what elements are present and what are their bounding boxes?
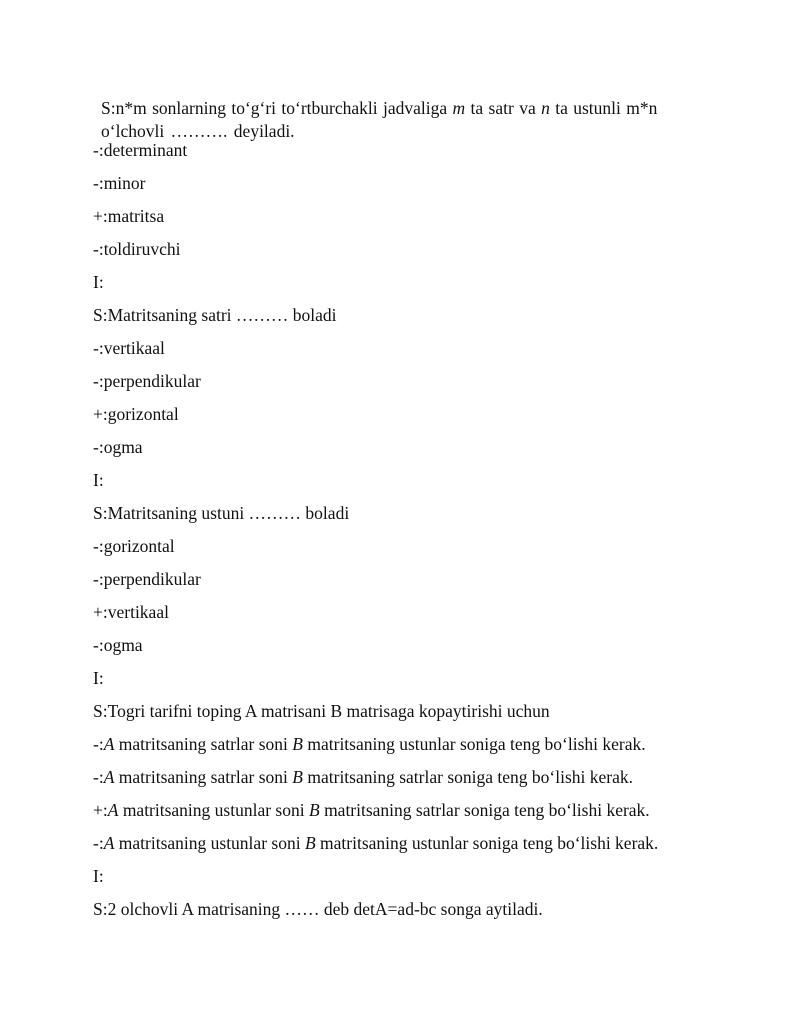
- question-1-option-2: -:minor: [93, 173, 146, 193]
- question-4-option-1: -:A matritsaning satrlar soni B matritsaning ustunlar soniga teng bo‘lishi kerak.: [93, 734, 646, 754]
- question-separator: I:: [93, 866, 104, 886]
- question-1-stem-line-1: [101, 97, 657, 119]
- question-1-stem-line-2: o‘lchovli ………. deyiladi.: [101, 121, 295, 141]
- variable-b: B: [308, 800, 320, 820]
- question-3-option-2: -:perpendikular: [93, 569, 201, 589]
- question-3-option-1: -:gorizontal: [93, 536, 175, 556]
- question-separator: I:: [93, 470, 104, 490]
- variable-m: m: [452, 98, 466, 118]
- question-2-option-4: -:ogma: [93, 437, 143, 457]
- variable-a: A: [103, 833, 115, 853]
- variable-a: A: [103, 734, 115, 754]
- question-3-option-3-correct: +:vertikaal: [93, 602, 169, 622]
- question-separator: I:: [93, 668, 104, 688]
- question-1-option-1: -:determinant: [93, 140, 188, 160]
- question-2-option-2: -:perpendikular: [93, 371, 201, 391]
- question-5-stem: S:2 olchovli A matrisaning …… deb detA=ad-bc songa aytiladi.: [93, 899, 543, 919]
- question-1-text-b: ta satr va: [470, 98, 536, 118]
- variable-b: B: [292, 734, 303, 754]
- question-4-stem: S:Togri tarifni toping A matrisani B matrisaga kopaytirishi uchun: [93, 701, 550, 721]
- question-3-stem: S:Matritsaning ustuni ……… boladi: [93, 503, 350, 523]
- question-separator: I:: [93, 272, 104, 292]
- variable-a: A: [107, 800, 119, 820]
- question-2-option-1: -:vertikaal: [93, 338, 165, 358]
- question-1-text-a: S:n*m sonlarning to‘g‘ri to‘rtburchakli jadvaliga: [101, 98, 448, 118]
- question-4-option-2: -:A matritsaning satrlar soni B matritsaning satrlar soniga teng bo‘lishi kerak.: [93, 767, 633, 787]
- question-2-stem: S:Matritsaning satri ……… boladi: [93, 305, 337, 325]
- question-1-text-c: ta ustunli m*n: [555, 98, 658, 118]
- question-1-option-4: -:toldiruvchi: [93, 239, 181, 259]
- variable-b: B: [292, 767, 303, 787]
- question-4-option-4: -:A matritsaning ustunlar soni B matritsaning ustunlar soniga teng bo‘lishi kerak.: [93, 833, 659, 853]
- variable-a: A: [103, 767, 115, 787]
- question-1-option-3-correct: +:matritsa: [93, 206, 165, 226]
- variable-b: B: [304, 833, 316, 853]
- variable-n: n: [541, 98, 550, 118]
- question-3-option-4: -:ogma: [93, 635, 143, 655]
- question-2-option-3-correct: +:gorizontal: [93, 404, 179, 424]
- question-4-option-3-correct: +:A matritsaning ustunlar soni B matritsaning satrlar soniga teng bo‘lishi kerak.: [93, 800, 650, 820]
